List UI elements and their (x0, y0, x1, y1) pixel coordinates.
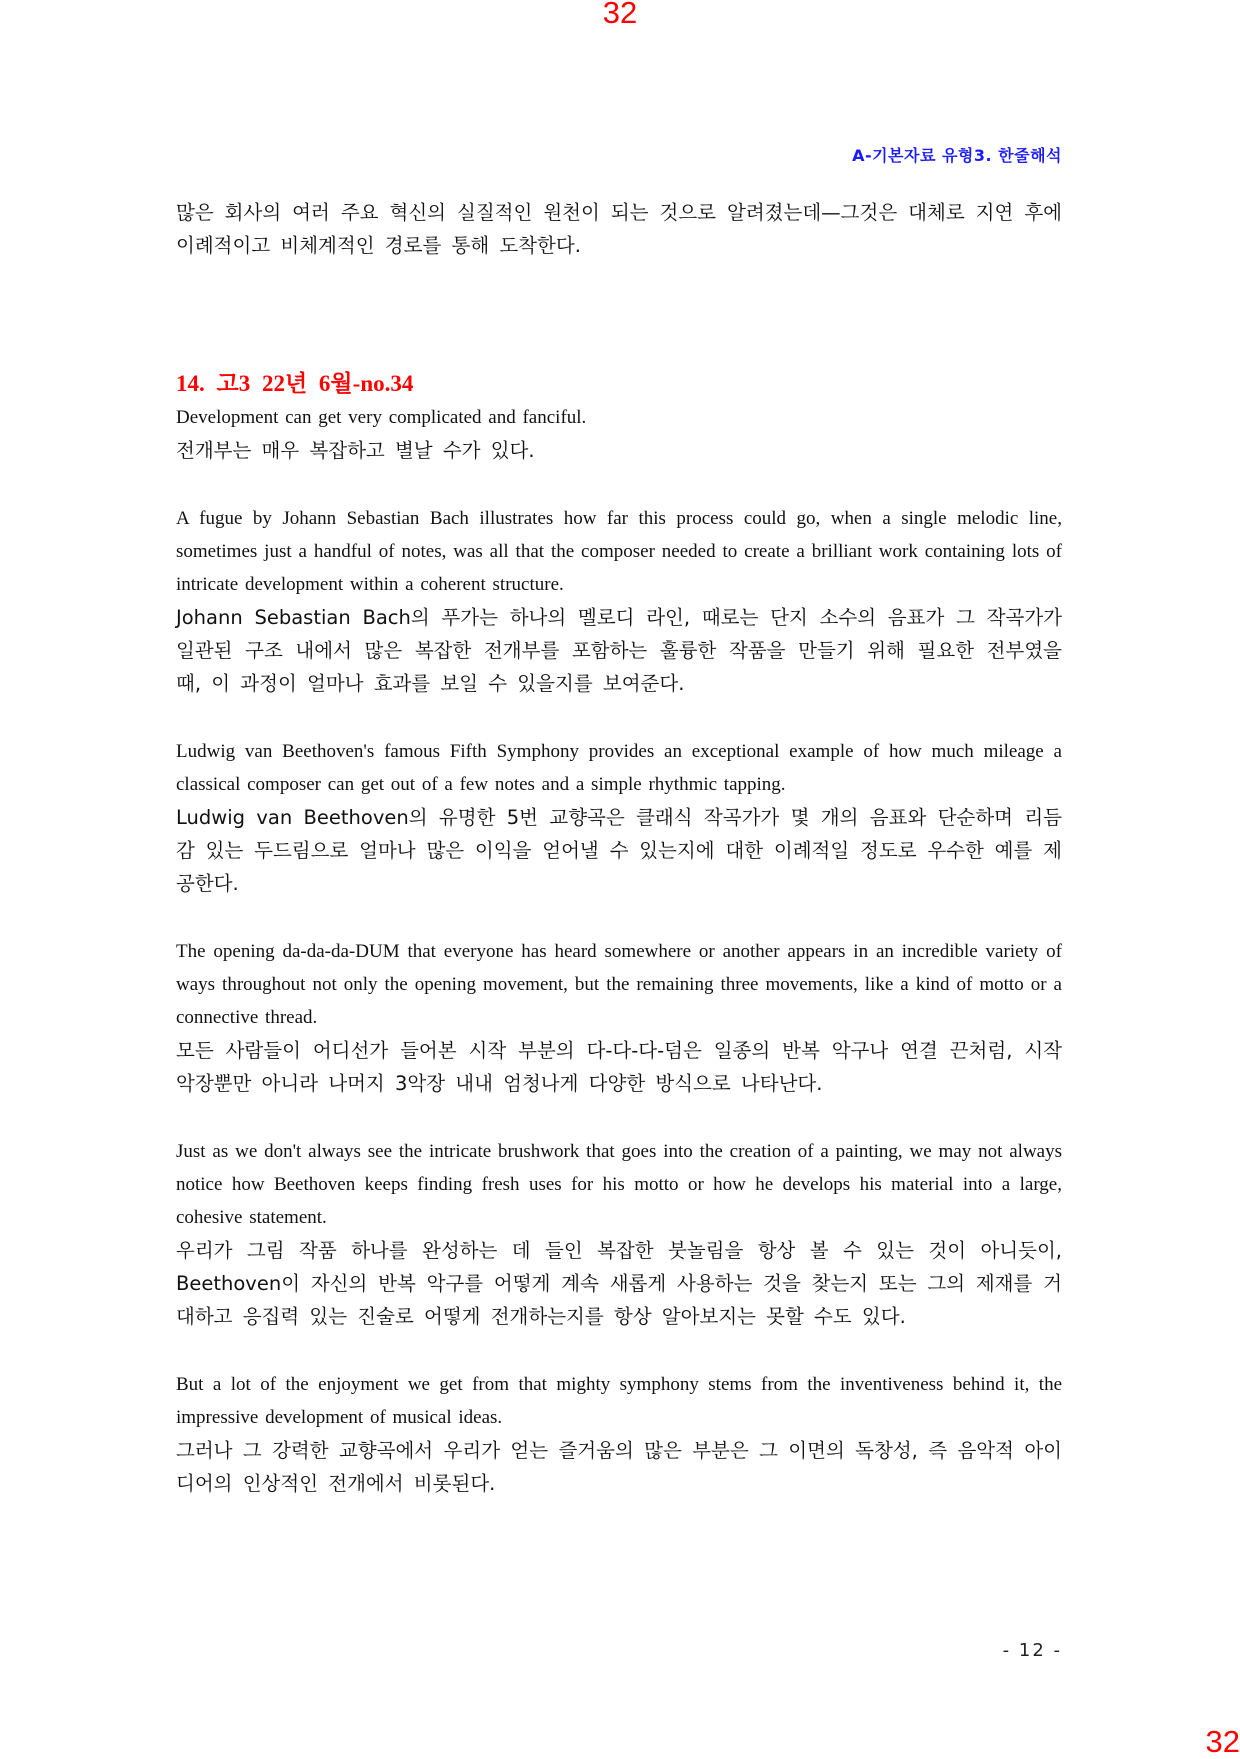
paragraph-pair (176, 502, 1062, 700)
paragraph-pair (176, 935, 1062, 1100)
paragraph-pair (176, 401, 1062, 467)
english-sentence: The opening da-da-da-DUM that everyone has heard somewhere or another appears in an incredible variety of ways throughout not only the opening movement, but the remaining three movements, like a kind of motto or a connective thread. (176, 941, 1062, 1028)
document-body (176, 196, 1062, 1500)
english-sentence: But a lot of the enjoyment we get from that mighty symphony stems from the inventiveness behind it, the impressive development of musical ideas. (176, 1374, 1062, 1428)
korean-translation: 우리가 그림 작품 하나를 완성하는 데 들인 복잡한 붓놀림을 항상 볼 수 있는 것이 아니듯이, Beethoven이 자신의 반복 악구를 어떻게 계속 새롭게 사용하는 것을 찾는지 또는 그의 제재를 거대하고 응집력 있는 진술로 어떻게 전개하는지를 항상 알아보지는 못할 수도 있다. (176, 1239, 1062, 1328)
korean-translation: Johann Sebastian Bach의 푸가는 하나의 멜로디 라인, 때로는 단지 소수의 음표가 그 작곡가가 일관된 구조 내에서 많은 복잡한 전개부를 포함하는 훌륭한 작품을 만들기 위해 필요한 전부였을 때, 이 과정이 얼마나 효과를 보일 수 있을지를 보여준다. (176, 606, 1062, 695)
paragraph-pair (176, 735, 1062, 900)
previous-section-korean: 많은 회사의 여러 주요 혁신의 실질적인 원천이 되는 것으로 알려졌는데—그것은 대체로 지연 후에 이례적이고 비체계적인 경로를 통해 도착한다. (176, 201, 1062, 257)
document-header-label: A-기본자료 유형3. 한줄해석 (852, 146, 1062, 165)
spacer (176, 262, 1062, 369)
english-sentence: Ludwig van Beethoven's famous Fifth Symphony provides an exceptional example of how much mileage a classical composer can get out of a few notes and a simple rhythmic tapping. (176, 741, 1062, 795)
english-sentence: A fugue by Johann Sebastian Bach illustrates how far this process could go, when a single melodic line, sometimes just a handful of notes, was all that the composer needed to create a brilliant work containing lots of intricate development within a coherent structure. (176, 508, 1062, 595)
korean-translation: 그러나 그 강력한 교향곡에서 우리가 얻는 즐거움의 많은 부분은 그 이면의 독창성, 즉 음악적 아이디어의 인상적인 전개에서 비롯된다. (176, 1439, 1062, 1495)
korean-translation: 전개부는 매우 복잡하고 별날 수가 있다. (176, 439, 535, 462)
page-stamp-bottom: 32 (1205, 1724, 1240, 1759)
korean-translation: Ludwig van Beethoven의 유명한 5번 교향곡은 클래식 작곡가가 몇 개의 음표와 단순하며 리듬감 있는 두드림으로 얼마나 많은 이익을 얻어낼 수 있는지에 대한 이례적일 정도로 우수한 예를 제공한다. (176, 806, 1062, 895)
paragraph-pair (176, 1368, 1062, 1500)
page-number: - 12 - (1002, 1640, 1062, 1661)
page-stamp-top: 32 (602, 0, 638, 30)
english-sentence: Development can get very complicated and fanciful. (176, 407, 587, 428)
korean-translation: 모든 사람들이 어디선가 들어본 시작 부분의 다-다-다-덤은 일종의 반복 악구나 연결 끈처럼, 시작 악장뿐만 아니라 나머지 3악장 내내 엄청나게 다양한 방식으로 나타난다. (176, 1039, 1062, 1095)
english-sentence: Just as we don't always see the intricate brushwork that goes into the creation of a painting, we may not always notice how Beethoven keeps finding fresh uses for his motto or how he develops his material into a large, cohesive statement. (176, 1141, 1062, 1228)
paragraph-pair (176, 1135, 1062, 1333)
section-title: 14. 고3 22년 6월-no.34 (176, 371, 414, 396)
